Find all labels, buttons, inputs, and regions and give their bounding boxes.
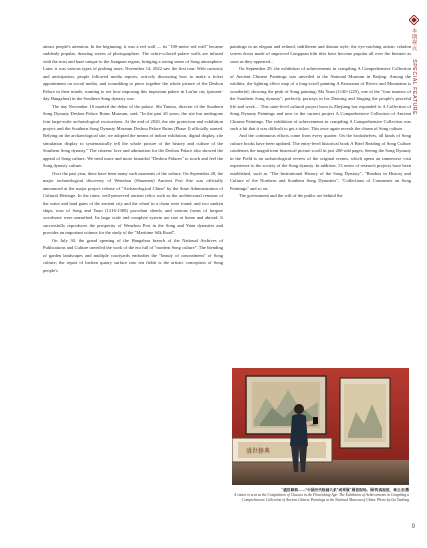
photo-caption: [232, 488, 409, 504]
right-column: [230, 43, 411, 200]
left-column: [43, 43, 223, 274]
paragraph: And the continuous efforts come from every quarter. On the bookshelves, all kinds of Song culture books have been updated. The entry-level historical book A Brief Reading of Song Culture condenses the magnificent historical picture scroll in just 200-odd pages; Seeing the Song Dynasty in the Field is an archaeological review of the original scenes, which opens an immersive visit experience to the society of the Song dynasty. In addition, 13 series of research projects have been established, such as "The Institutional History of the Song Dynasty", "Readers in History and Culture of the Northern and Southern Song Dynasties", "Collections of Comments on Song Paintings" and so on.: [230, 133, 411, 191]
section-label-en: SPECIAL FEATURE: [411, 59, 417, 116]
section-label: [410, 28, 418, 115]
paragraph: On September 29, the exhibition of achievements in compiling A Comprehensive Collection of Ancient Chinese Paintings was unveiled at the National Museum in Beijing. Among the exhibits, the lighting effect map of a long-scroll painting A Panorama of Rivers and Mountains is wonderful, showing the peak of Song painting; Ma Yuan (1140-1225), one of the "four masters of the Southern Song dynasty", perfectly portrays in his Dancing and Singing the people's peaceful life and work.... This state-level cultural project born in Zhejiang has expanded to A Collection of Song Dynasty Paintings and now to the current project A Comprehensive Collection of Ancient Chinese Paintings. The exhibition of achievements in compiling A Comprehensive Collection was such a hit that it was difficult to get a ticket. This once again reveals the charm of Song culture.: [230, 66, 411, 131]
cabinet-label: 盛世修典: [246, 448, 271, 455]
caption-english: A visitor is seen at the Compilation of Classics in the Flourishing Age: The Exhibition of Achievements in Compiling a Comprehensive Collection of Ancient Chinese Paintings at the National Museum of China. Photo by Lin Yunlong: [233, 493, 409, 503]
paragraph: On July 30, the grand opening of the Hangzhou branch of the National Archives of Publications and Culture unveiled the work of the era full of "modern Song culture". The blending of garden landscapes and multiple courtyards embodies the "beauty of concealment" of Song culture; the repair of broken quarry surface into ten fields is the artistic conception of Song people's: [43, 237, 223, 273]
page-number: 9: [411, 524, 415, 530]
section-label-cn: 本期视点: [411, 28, 417, 52]
paragraph: paintings in an elegant and refined, indifferent and distant style; the eye-catching artistic celadon screen doors made of improved Longquan kiln tiles have become popular all over the Internet as soon as they appeared...: [230, 44, 411, 64]
diamond-ornament-icon: [409, 12, 419, 22]
paragraph: The day November 18 marked the debut of the palace. Shi Yuntao, director of the Southern Song Dynasty Deshou Palace Ruins Museum, said, "In the past 20 years, the site has undergone four large-scale archaeological excavations. At the end of 2020, the site protection and exhibition project and the Southern Song Dynasty Museum Deshou Palace Ruins (Phase I) officially started. Relying on the archaeological site, we adopted the means of indoor exhibition, digital display, site simulation display to systematically tell the whole picture of the history and culture of the Southern Song dynasty." The citizens' love and admiration for the Deshou Palace also showed the appeal of Song culture. We need more and more beautiful "Deshou Palaces" to touch and feel the Song dynasty culture.: [43, 103, 223, 169]
exhibition-photo: [232, 368, 409, 485]
caption-chinese: "盛世修典——“中国历代绘画大系”成果展"展览现场。图/传真视觉，林云龙/摄: [281, 488, 409, 492]
paragraph: The government and the will of the public are behind the: [239, 193, 343, 199]
paragraph: Over the past year, there have been many such moments of the culture. On September 28, the major archaeological discovery of Wenzhou (Shuomen) Ancient Port Site was officially announced at the major project release of "Archaeological China" by the State Administration of Cultural Heritage. In the ruins, well-preserved ancient relics such as the architectural remains of the water and land gates of the ancient city and the wharf in a chain were found, and two sunken ships, tons of Song and Yuan (1216-1368) porcelain sherds, and various forms of lacquer woodware were unearthed. Its large scale and complete system are rare at home and abroad. It successfully reproduces the prosperity of Wenzhou Port in the Song and Yuan dynasties and provides an important witness for the study of the "Maritime Silk Road".: [43, 170, 223, 236]
paragraph: attract people's attention. In the beginning, it was a red wall — its "100-meter red wall" became suddenly popular, drawing waves of photographers. The ochre-colored palace walls are infused with the mist and haze unique to the Jiangnan region, bringing a strong sense of Song atmosphere. Later, it was various types of probing tours. November 14, 2022 saw the first tour. With curiosity and anticipation, people followed media reports, actively discussing how to make a ticket appointment on social media, and scrambling to piece together the whole picture of the Deshou Palace in their minds, wanting to see how imposing this important palace in Lin'an city (present-day Hangzhou) in the Southern Song dynasty was.: [43, 44, 223, 102]
